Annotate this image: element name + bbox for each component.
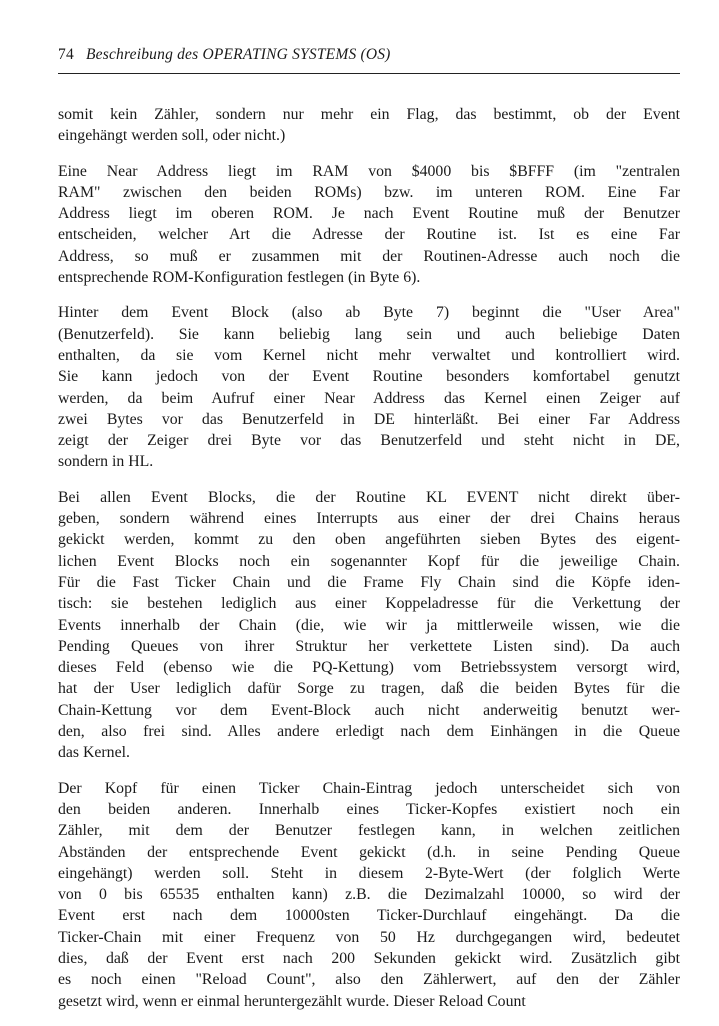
text-line: zwei Bytes vor das Benutzerfeld in DE hinterläßt. Bei einer Far Address [58,410,680,428]
text-line: Zähler, mit dem der Benutzer festlegen kann, in welchen zeitlichen [58,822,680,840]
text-line: RAM" zwischen den beiden ROMs) bzw. im unteren ROM. Eine Far [58,183,680,201]
text-line: Pending Queues von ihrer Struktur her verkettete Listen sind). Da auch [58,637,680,655]
page-number: 74 [58,46,74,63]
text-line: eingehängt werden soll, oder nicht.) [58,127,286,145]
page-header [58,43,680,74]
text-line: Bei allen Event Blocks, die der Routine KL EVENT nicht direkt über- [58,488,680,506]
paragraph [58,778,680,1012]
text-line: tisch: sie bestehen lediglich aus einer Koppeladresse für die Verkettung der [58,595,680,613]
text-line: werden, da beim Aufruf einer Near Address das Kernel einen Zeiger auf [58,389,680,407]
text-line: von 0 bis 65535 enthalten kann) z.B. die Dezimalzahl 10000, so wird der [58,886,680,904]
text-line: den beiden anderen. Innerhalb eines Ticker-Kopfes existiert noch ein [58,800,680,818]
text-line: den, also frei sind. Alles andere erledigt nach dem Einhängen in die Queue [58,723,680,741]
text-line: Abständen der entsprechende Event gekickt (d.h. in seine Pending Queue [58,843,680,861]
text-line: entsprechende ROM-Konfiguration festlegen (in Byte 6). [58,269,421,287]
text-line: es noch einen "Reload Count", also den Zählerwert, auf den der Zähler [58,971,680,989]
text-line: Sie kann jedoch von der Event Routine besonders komfortabel genutzt [58,368,680,386]
text-line: Der Kopf für einen Ticker Chain-Eintrag jedoch unterscheidet sich von [58,779,680,797]
text-line: Address liegt im oberen ROM. Je nach Event Routine muß der Benutzer [58,205,680,223]
header-text [58,46,391,64]
text-line: enthalten, da sie vom Kernel nicht mehr verwaltet und kontrolliert wird. [58,346,680,364]
text-line: Für die Fast Ticker Chain und die Frame Fly Chain sind die Köpfe iden- [58,573,680,591]
text-line: geben, sondern während eines Interrupts aus einer der drei Chains heraus [58,510,680,528]
text-line: (Benutzerfeld). Sie kann beliebig lang sein und auch beliebige Daten [58,325,680,343]
text-line: sondern in HL. [58,453,154,471]
text-line: Address, so muß er zusammen mit der Routinen-Adresse auch noch die [58,247,680,265]
paragraph [58,302,680,472]
text-line: zeigt der Zeiger drei Byte vor das Benutzerfeld und steht nicht in DE, [58,432,680,450]
text-line: gesetzt wird, wenn er einmal heruntergezählt wurde. Dieser Reload Count [58,992,526,1010]
body-text [58,104,680,1026]
text-line: dies, daß der Event erst nach 200 Sekunden gekickt wird. Zusätzlich gibt [58,949,680,967]
text-line: dieses Feld (ebenso wie die PQ-Kettung) vom Betriebssystem versorgt wird, [58,659,680,677]
text-line: das Kernel. [58,744,130,762]
text-line: Eine Near Address liegt im RAM von $4000 bis $BFFF (im "zentralen [58,162,680,180]
paragraph [58,104,680,147]
paragraph [58,161,680,289]
text-line: Events innerhalb der Chain (die, wie wir ja mittlerweile wissen, wie die [58,616,680,634]
text-line: entscheiden, welcher Art die Adresse der Routine ist. Ist es eine Far [58,226,680,244]
text-line: hat der User lediglich dafür Sorge zu tragen, daß die beiden Bytes für die [58,680,680,698]
paragraph [58,487,680,764]
text-line: Hinter dem Event Block (also ab Byte 7) beginnt die "User Area" [58,304,680,322]
text-line: eingehängt) werden soll. Steht in diesem 2-Byte-Wert (der folglich Werte [58,864,680,882]
text-line: lichen Event Blocks noch ein sogenannter Kopf für die jeweilige Chain. [58,552,680,570]
text-line: Ticker-Chain mit einer Frequenz von 50 Hz durchgegangen wird, bedeutet [58,928,680,946]
text-line: gekickt werden, kommt zu den oben angeführten sieben Bytes des eigent- [58,531,680,549]
text-line: somit kein Zähler, sondern nur mehr ein Flag, das bestimmt, ob der Event [58,106,680,123]
text-line: Event erst nach dem 10000sten Ticker-Durchlauf eingehängt. Da die [58,907,680,925]
text-line: Chain-Kettung vor dem Event-Block auch nicht anderweitig benutzt wer- [58,701,680,719]
running-title: Beschreibung des OPERATING SYSTEMS (OS) [85,46,391,63]
